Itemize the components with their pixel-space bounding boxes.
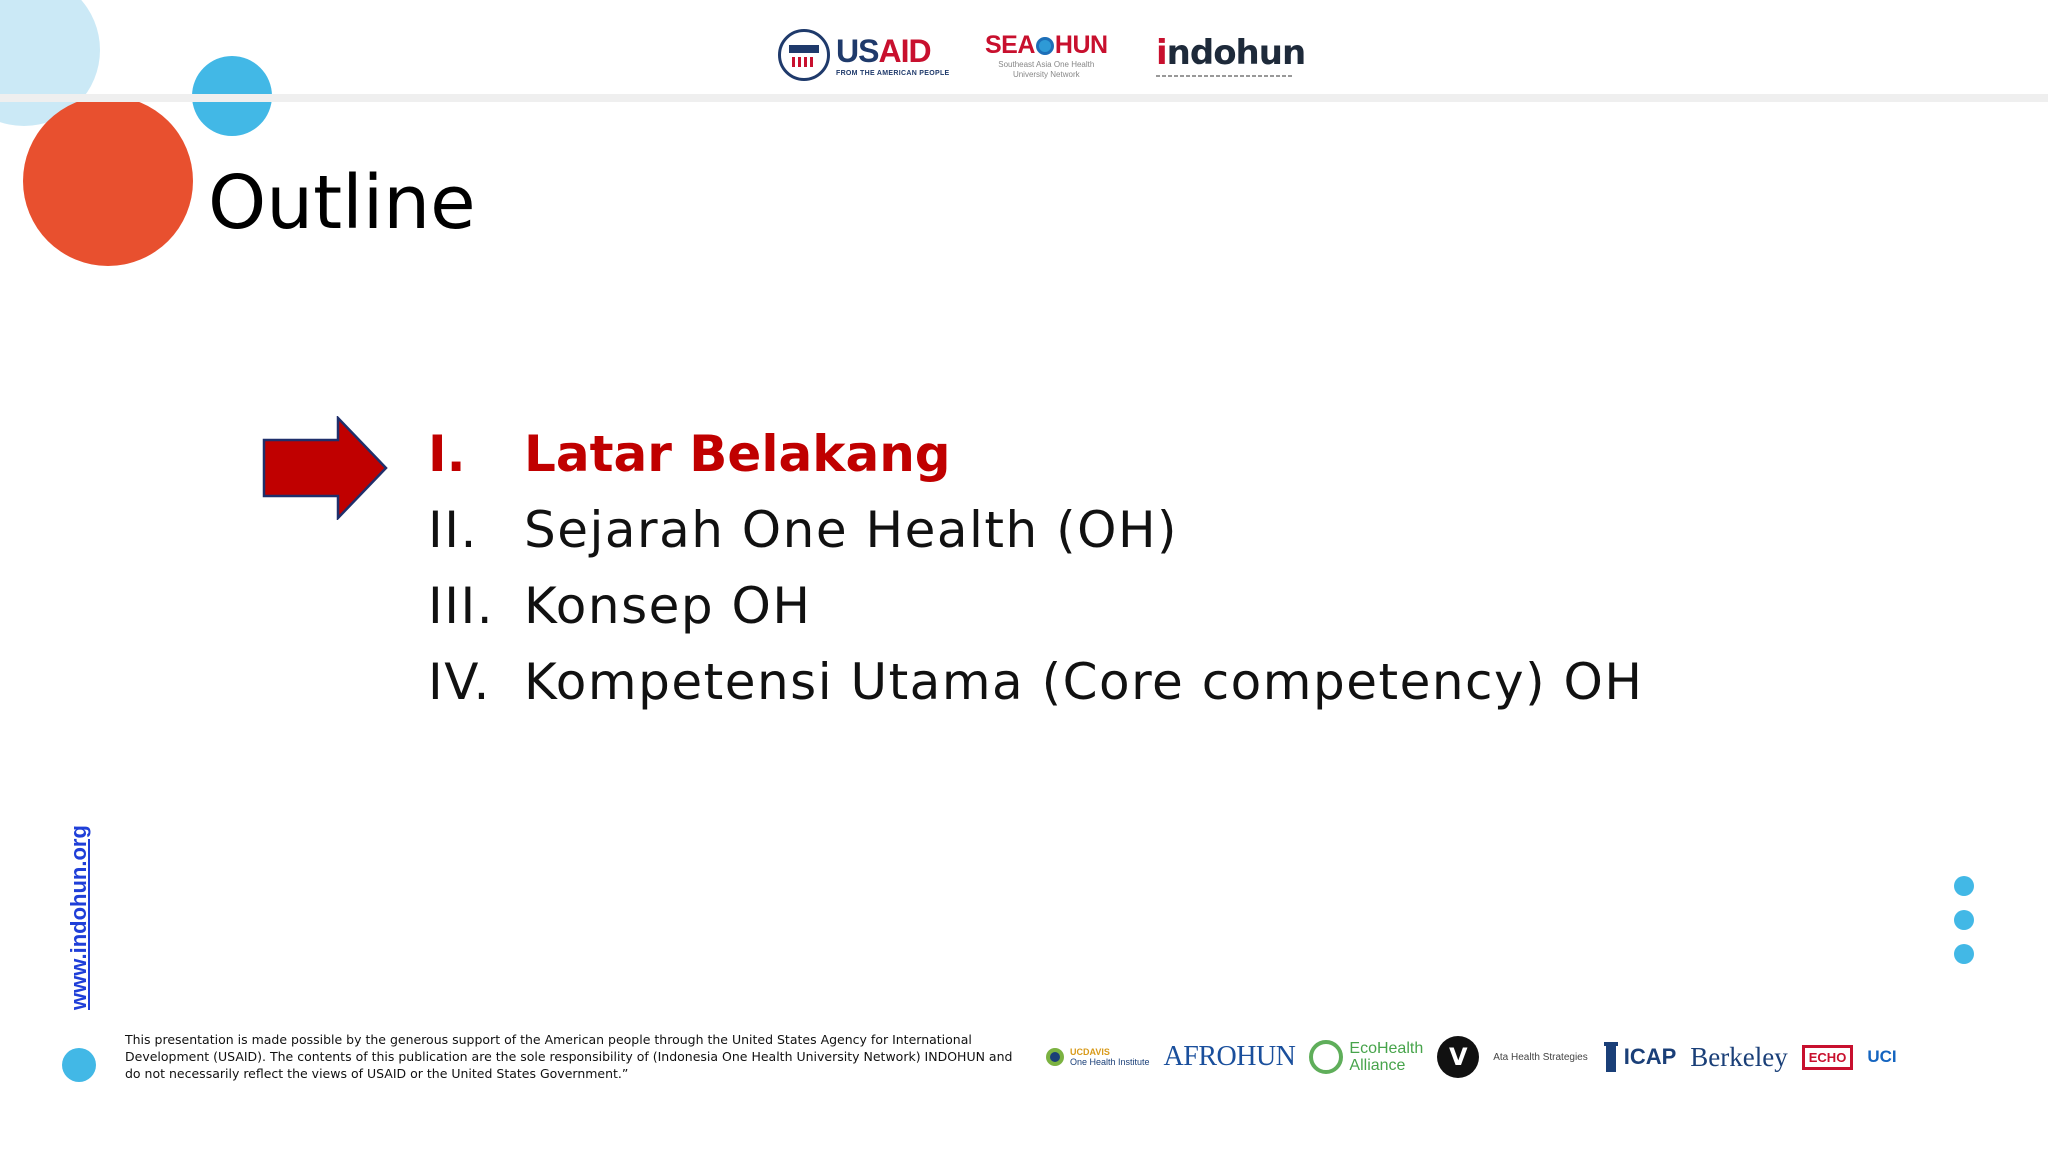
- header-divider: [0, 94, 2048, 102]
- seaohun-hun: HUN: [1054, 30, 1108, 59]
- ucdavis-logo: [1044, 1046, 1150, 1068]
- ucdavis-name: UCDAVIS: [1070, 1047, 1110, 1057]
- ata-health-logo: Ata Health Strategies: [1493, 1051, 1588, 1063]
- outline-item-number: III.: [428, 577, 495, 635]
- afrohun-logo: AFROHUN: [1163, 1041, 1296, 1072]
- icap-column-icon: [1602, 1040, 1620, 1074]
- outline-list: [428, 416, 1643, 720]
- ecohealth-ring-icon: [1309, 1040, 1343, 1074]
- globe-icon: [1036, 37, 1054, 55]
- outline-item-number: IV.: [428, 653, 491, 711]
- dot-indicator-2: [1954, 910, 1974, 930]
- seaohun-tagline-2: University Network: [1012, 69, 1080, 79]
- indohun-underline: [1156, 75, 1294, 77]
- usaid-disclaimer: This presentation is made possible by the generous support of the American people through the United States Agency for International Development (USAID). The contents of this publication are the sole responsibility of (Indonesia One Health University Network) INDOHUN and do not necessarily reflect the views of USAID or the United States Government.”: [125, 1032, 1013, 1081]
- decorative-circle-orange: [23, 96, 193, 266]
- outline-item-label: Latar Belakang: [524, 425, 951, 483]
- seaohun-sea: SEA: [985, 30, 1035, 59]
- seaohun-logo: [985, 20, 1108, 90]
- echo-logo: ECHO: [1802, 1045, 1854, 1070]
- outline-item-kompetensi: [428, 644, 1643, 720]
- dot-indicator-3: [1954, 944, 1974, 964]
- dot-indicator-1: [1954, 876, 1974, 896]
- decorative-circle-bottom-left: [62, 1048, 96, 1082]
- outline-item-label: Kompetensi Utama (Core competency) OH: [524, 653, 1644, 711]
- indohun-logo: [1156, 20, 1305, 90]
- ecohealth-name-2: Alliance: [1349, 1057, 1406, 1074]
- berkeley-logo: Berkeley: [1690, 1041, 1788, 1072]
- icap-logo: [1602, 1040, 1677, 1074]
- ucdavis-unit: One Health Institute: [1070, 1057, 1150, 1067]
- outline-item-konsep: [428, 568, 1643, 644]
- outline-item-label: Konsep OH: [524, 577, 812, 635]
- ucdavis-globe-icon: [1044, 1046, 1066, 1068]
- v-badge-icon: V: [1437, 1036, 1479, 1078]
- outline-item-number: I.: [428, 425, 466, 483]
- arrow-right-icon: [262, 416, 390, 520]
- indohun-rest: ndohun: [1166, 33, 1306, 73]
- website-link[interactable]: www.indohun.org: [66, 825, 91, 1010]
- ecohealth-name-1: EcoHealth: [1349, 1040, 1424, 1057]
- outline-item-label: Sejarah One Health (OH): [524, 501, 1179, 559]
- usaid-aid: AID: [878, 33, 931, 69]
- outline-item-number: II.: [428, 501, 478, 559]
- usaid-us: US: [836, 33, 879, 69]
- seaohun-tagline-1: Southeast Asia One Health: [998, 59, 1095, 69]
- usaid-seal-icon: [778, 29, 830, 81]
- ecohealth-logo: [1309, 1040, 1423, 1074]
- usaid-logo: [778, 20, 950, 90]
- indohun-i: i: [1156, 33, 1167, 73]
- page-title: Outline: [208, 160, 476, 246]
- outline-item-sejarah: [428, 492, 1643, 568]
- usaid-tagline: FROM THE AMERICAN PEOPLE: [836, 70, 950, 77]
- uci-logo: UCI: [1867, 1047, 1897, 1066]
- partner-logos: [1044, 1030, 1897, 1084]
- icap-name: ICAP: [1623, 1044, 1677, 1069]
- outline-item-latar-belakang: [428, 416, 1643, 492]
